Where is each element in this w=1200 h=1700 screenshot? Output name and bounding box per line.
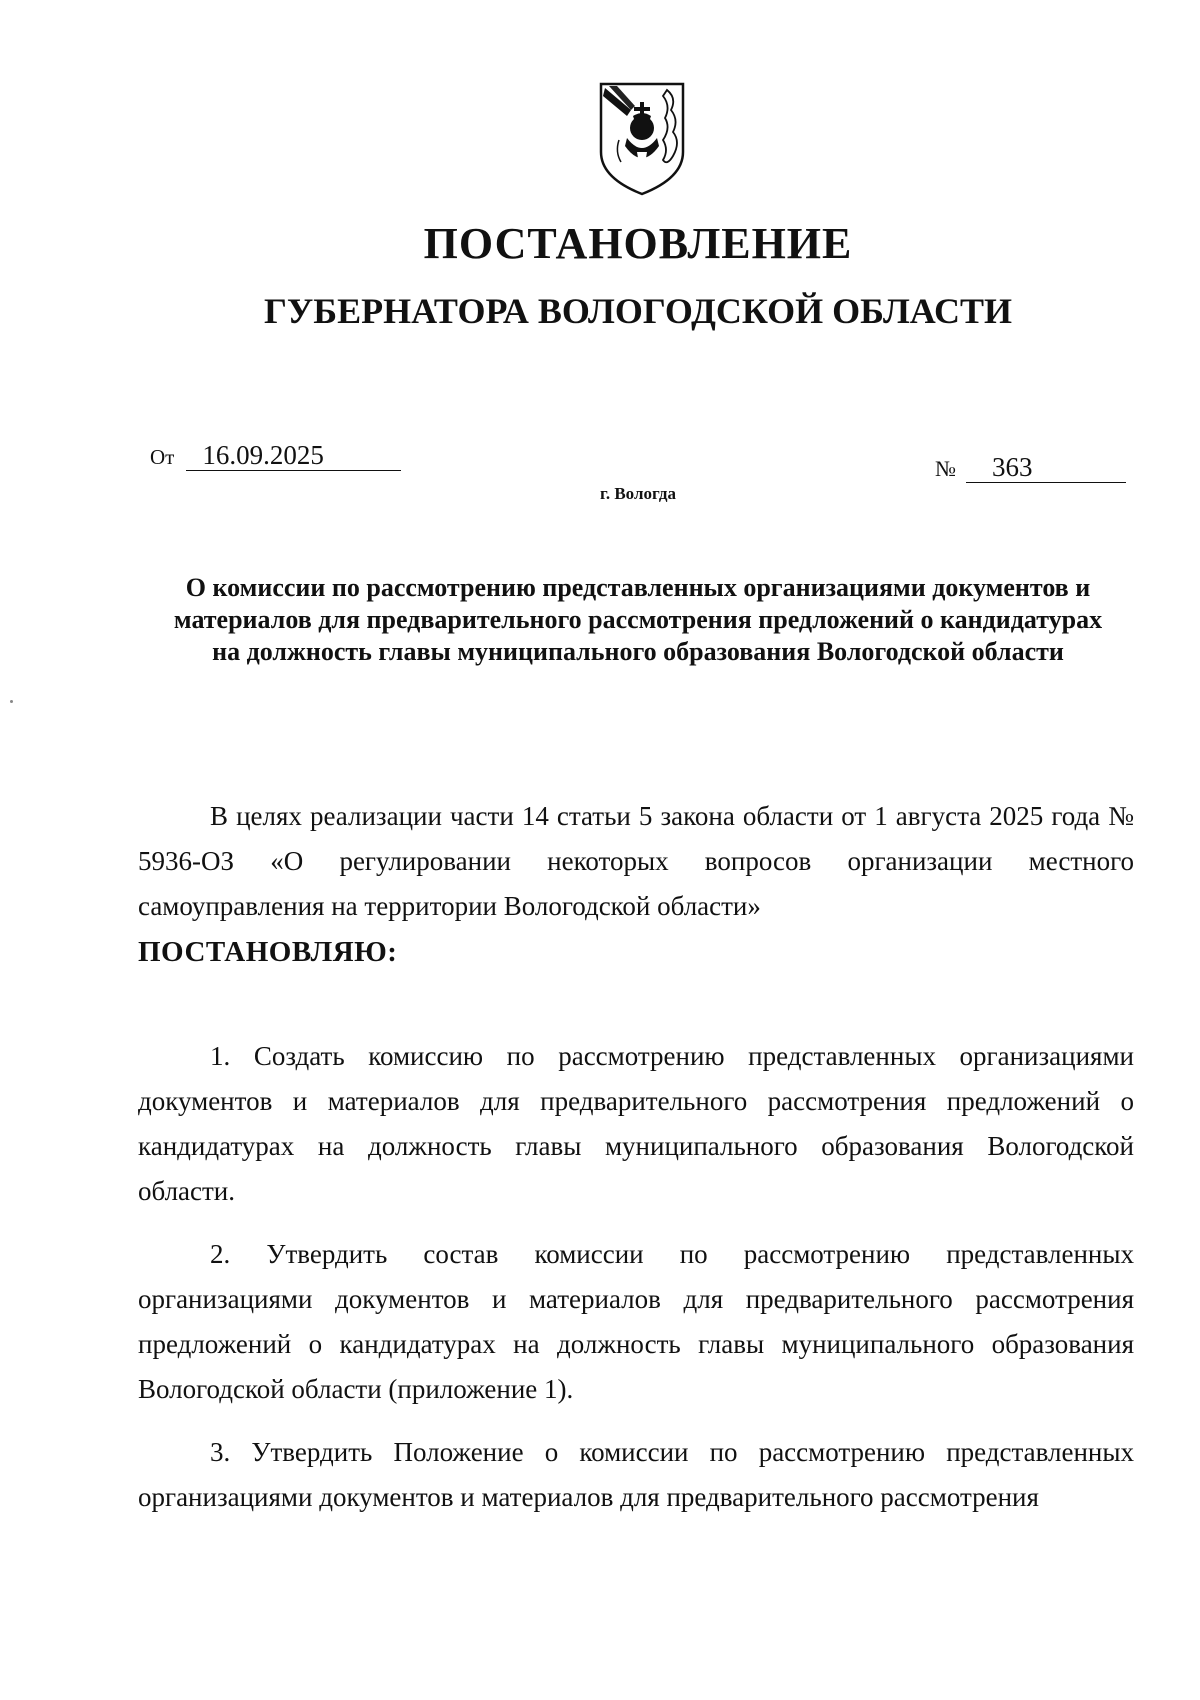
date-value: 16.09.2025 — [186, 440, 401, 471]
date-line — [150, 440, 401, 471]
scan-speck — [10, 700, 13, 703]
clause-1: 1. Создать комиссию по рассмотрению представленных организациями документов и материалов для предварительного рассмотрения предложений о кандидатурах на должность главы муниципального образования Вологодской области. — [138, 1041, 1134, 1206]
clause-2: 2. Утвердить состав комиссии по рассмотрению представленных организациями документов и материалов для предварительного рассмотрения предложений о кандидатурах на должность главы муниципального образования Вологодской области (приложение 1). — [138, 1239, 1134, 1404]
number-value: 363 — [966, 452, 1126, 483]
clause-3: 3. Утвердить Положение о комиссии по рассмотрению представленных организациями документов и материалов для предварительного рассмотрения — [138, 1437, 1134, 1512]
coat-of-arms-icon — [597, 80, 687, 198]
date-label: От — [150, 445, 175, 469]
number-label: № — [935, 456, 956, 481]
number-line — [935, 452, 1126, 483]
document-issuer: ГУБЕРНАТОРА ВОЛОГОДСКОЙ ОБЛАСТИ — [263, 291, 1013, 331]
city-label: г. Вологда — [600, 484, 676, 503]
preamble-paragraph: В целях реализации части 14 статьи 5 закона области от 1 августа 2025 года № 5936-ОЗ «О регулировании некоторых вопросов организации местного самоуправления на территории Вологодской области» — [138, 801, 1134, 921]
decree-heading: ПОСТАНОВЛЯЮ: — [138, 936, 398, 968]
document-title: ПОСТАНОВЛЕНИЕ — [423, 219, 853, 268]
document-subject: О комиссии по рассмотрению представленных организациями документов и материалов для предварительного рассмотрения предложений о кандидатурах на должность главы муниципального образования Вологодской области — [173, 573, 1103, 666]
